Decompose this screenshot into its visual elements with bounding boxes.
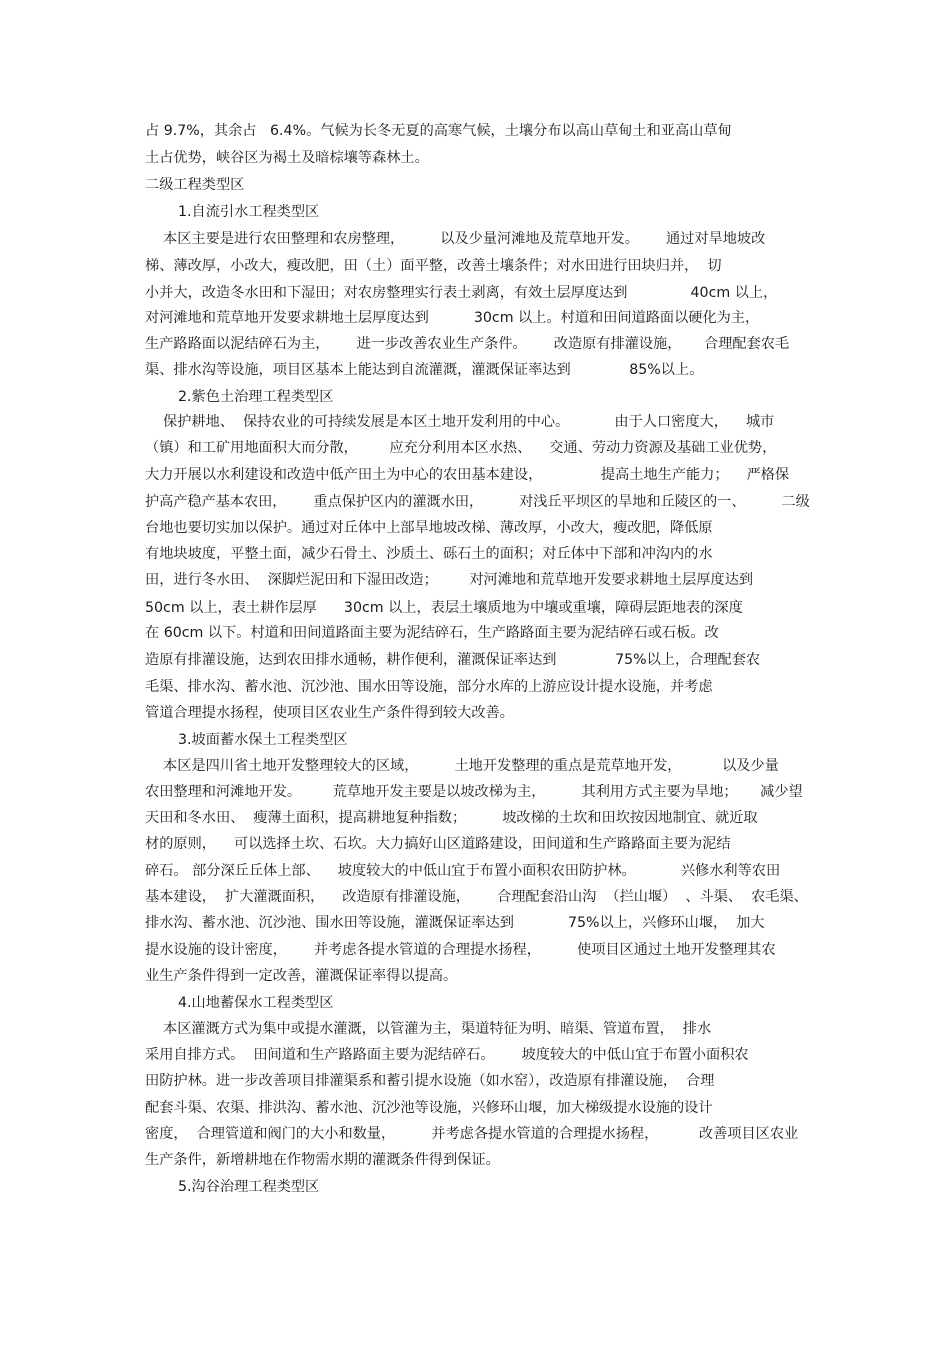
text-line: 本区灌溉方式为集中或提水灌溉，以管灌为主，渠道特征为明、暗渠、管道布置， 排水 [145, 1021, 712, 1037]
text-line: 土占优势，峡谷区为褐土及暗棕壤等森林土。 [145, 150, 429, 166]
text-line: 田，进行冬水田、 深脚烂泥田和下湿田改造； 对河滩地和荒草地开发要求耕地土层厚度达到 [145, 572, 754, 588]
text-line: 排水沟、蓄水池、沉沙池、围水田等设施，灌溉保证率达到 75%以上，兴修环山堰， 加大 [145, 915, 765, 931]
subsection-heading: 2.紫色土治理工程类型区 [178, 389, 334, 405]
section-heading: 二级工程类型区 [145, 177, 245, 193]
subsection-heading: 4.山地蓄保水工程类型区 [178, 995, 334, 1011]
text-line: 造原有排灌设施，达到农田排水通畅，耕作便利，灌溉保证率达到 75%以上，合理配套农 [145, 652, 761, 668]
subsection-heading: 5.沟谷治理工程类型区 [178, 1179, 320, 1195]
text-line: 碎石。 部分深丘丘体上部、 坡度较大的中低山宜于布置小面积农田防护林。 兴修水利等农田 [145, 863, 781, 879]
text-line: 有地块坡度，平整土面，减少石骨土、沙质土、砾石土的面积；对丘体中下部和冲沟内的水 [145, 546, 713, 562]
text-line: 密度， 合理管道和阀门的大小和数量， 并考虑各提水管道的合理提水扬程， 改善项目区农业 [145, 1126, 799, 1142]
text-line: 小并大，改造冬水田和下湿田；对农房整理实行表土剥离，有效土层厚度达到 40cm 以上， [145, 285, 778, 301]
text-line: 生产路路面以泥结碎石为主， 进一步改善农业生产条件。 改造原有排灌设施， 合理配套农毛 [145, 336, 790, 352]
text-line: 本区是四川省土地开发整理较大的区域， 土地开发整理的重点是荒草地开发， 以及少量 [145, 758, 779, 774]
subsection-heading: 3.坡面蓄水保土工程类型区 [178, 732, 348, 748]
text-line: 台地也要切实加以保护。通过对丘体中上部旱地坡改梯、薄改厚，小改大，瘦改肥，降低原 [145, 520, 713, 536]
text-line: 基本建设， 扩大灌溉面积， 改造原有排灌设施， 合理配套沿山沟 （拦山堰） 、斗渠、 农毛渠、 [145, 889, 808, 905]
text-line: 梯、薄改厚，小改大，瘦改肥，田（土）面平整，改善土壤条件；对水田进行田块归并， 切 [145, 258, 722, 274]
text-line: 50cm 以上，表土耕作层厚 30cm 以上，表层土壤质地为中壤或重壤，障碍层距地表的深度 [145, 600, 743, 616]
text-line: 天田和冬水田、 瘦薄土面积，提高耕地复种指数； 坡改梯的土坎和田坎按因地制宜、就近取 [145, 810, 758, 826]
text-line: 提水设施的设计密度， 并考虑各提水管道的合理提水扬程， 使项目区通过土地开发整理其农 [145, 942, 776, 958]
text-line: 大力开展以水利建设和改造中低产田土为中心的农田基本建设， 提高土地生产能力； 严格保 [145, 467, 790, 483]
text-line: 毛渠、排水沟、蓄水池、沉沙池、围水田等设施，部分水库的上游应设计提水设施，并考虑 [145, 679, 713, 695]
text-line: 采用自排方式。 田间道和生产路路面主要为泥结碎石。 坡度较大的中低山宜于布置小面积农 [145, 1047, 749, 1063]
text-line: 业生产条件得到一定改善，灌溉保证率得以提高。 [145, 968, 458, 984]
text-line: 在 60cm 以下。村道和田间道路面主要为泥结碎石，生产路路面主要为泥结碎石或石板。改 [145, 625, 719, 641]
text-line: 田防护林。进一步改善项目排灌渠系和蓄引提水设施（如水窑），改造原有排灌设施， 合理 [145, 1073, 715, 1089]
text-line: 护高产稳产基本农田， 重点保护区内的灌溉水田， 对浅丘平坝区的旱地和丘陵区的一、 二级 [145, 494, 810, 510]
text-line: （镇）和工矿用地面积大而分散， 应充分利用本区水热、 交通、劳动力资源及基础工业优势， [145, 440, 777, 456]
text-line: 生产条件，新增耕地在作物需水期的灌溉条件得到保证。 [145, 1152, 500, 1168]
text-line: 农田整理和河滩地开发。 荒草地开发主要是以坡改梯为主， 其利用方式主要为旱地； 减少望 [145, 784, 803, 800]
text-line: 材的原则， 可以选择土坎、石坎。大力搞好山区道路建设，田间道和生产路路面主要为泥结 [145, 836, 731, 852]
text-line: 配套斗渠、农渠、排洪沟、蓄水池、沉沙池等设施，兴修环山堰，加大梯级提水设施的设计 [145, 1100, 713, 1116]
text-line: 渠、排水沟等设施，项目区基本上能达到自流灌溉，灌溉保证率达到 85%以上。 [145, 362, 704, 378]
text-line: 本区主要是进行农田整理和农房整理， 以及少量河滩地及荒草地开发。 通过对旱地坡改 [145, 231, 766, 247]
text-line: 保护耕地、 保持农业的可持续发展是本区土地开发利用的中心。 由于人口密度大， 城市 [145, 414, 775, 430]
text-line: 管道合理提水扬程，使项目区农业生产条件得到较大改善。 [145, 705, 514, 721]
subsection-heading: 1.自流引水工程类型区 [178, 204, 320, 220]
text-line: 占 9.7%，其余占 6.4%。气候为长冬无夏的高寒气候，土壤分布以高山草甸土和亚高山草甸 [145, 123, 732, 139]
text-line: 对河滩地和荒草地开发要求耕地土层厚度达到 30cm 以上。村道和田间道路面以硬化为主， [145, 310, 760, 326]
